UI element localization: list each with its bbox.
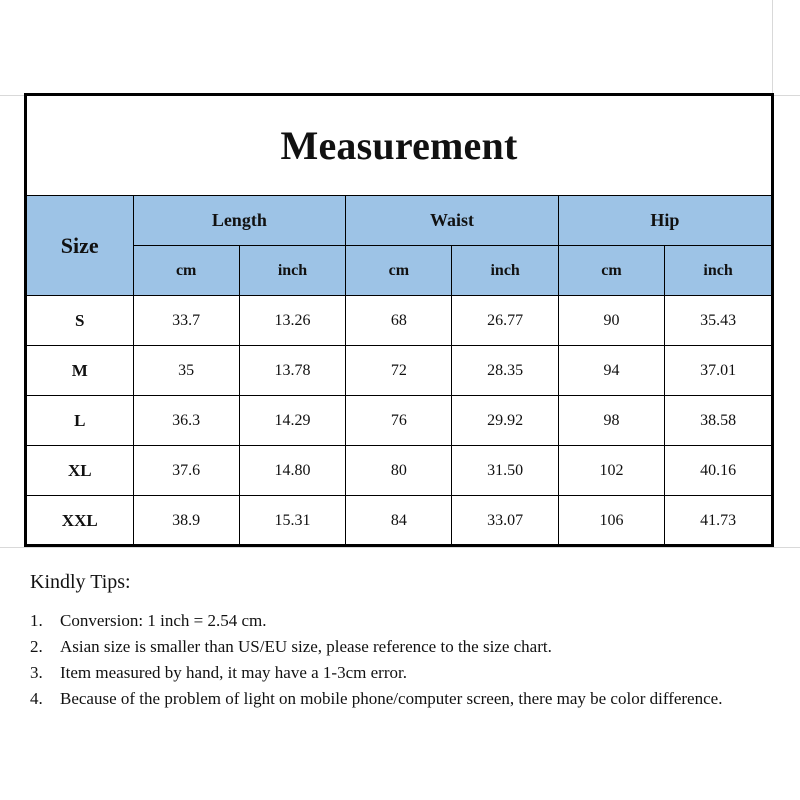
unit-header: cm [346, 246, 452, 296]
size-label: L [27, 396, 133, 446]
unit-header: inch [665, 246, 771, 296]
tips-section [30, 571, 750, 712]
table-cell: 31.50 [452, 446, 558, 496]
table-cell: 98 [558, 396, 664, 446]
table-cell: 38.58 [665, 396, 771, 446]
table-cell: 28.35 [452, 346, 558, 396]
tip-number: 4. [30, 689, 43, 708]
header-row-groups [27, 196, 771, 246]
size-label: XL [27, 446, 133, 496]
table-row [27, 396, 771, 446]
table-cell: 72 [346, 346, 452, 396]
table-row [27, 296, 771, 346]
table-cell: 33.07 [452, 496, 558, 546]
table-cell: 38.9 [133, 496, 239, 546]
chart-title: Measurement [27, 96, 771, 196]
table-cell: 14.80 [239, 446, 345, 496]
table-cell: 68 [346, 296, 452, 346]
table-cell: 29.92 [452, 396, 558, 446]
guide-line-bottom [0, 547, 800, 548]
table-cell: 41.73 [665, 496, 771, 546]
tip-text: Item measured by hand, it may have a 1-3cm error. [60, 663, 407, 682]
table-row [27, 446, 771, 496]
tip-text: Because of the problem of light on mobile phone/computer screen, there may be color difference. [60, 689, 723, 708]
table-cell: 13.78 [239, 346, 345, 396]
table-cell: 26.77 [452, 296, 558, 346]
list-item [30, 608, 750, 634]
table-cell: 106 [558, 496, 664, 546]
size-label: M [27, 346, 133, 396]
measurement-chart [24, 93, 774, 547]
list-item [30, 660, 750, 686]
tip-number: 3. [30, 663, 43, 682]
table-cell: 36.3 [133, 396, 239, 446]
header-row-units [27, 246, 771, 296]
size-header: Size [27, 196, 133, 296]
size-label: S [27, 296, 133, 346]
group-header-waist: Waist [346, 196, 559, 246]
table-cell: 102 [558, 446, 664, 496]
table-cell: 14.29 [239, 396, 345, 446]
table-row [27, 496, 771, 546]
table-cell: 37.6 [133, 446, 239, 496]
table-cell: 13.26 [239, 296, 345, 346]
table-cell: 40.16 [665, 446, 771, 496]
tip-number: 1. [30, 611, 43, 630]
size-label: XXL [27, 496, 133, 546]
table-cell: 15.31 [239, 496, 345, 546]
tip-text: Conversion: 1 inch = 2.54 cm. [60, 611, 267, 630]
list-item [30, 686, 750, 712]
unit-header: inch [239, 246, 345, 296]
tip-text: Asian size is smaller than US/EU size, please reference to the size chart. [60, 637, 552, 656]
group-header-hip: Hip [558, 196, 771, 246]
unit-header: inch [452, 246, 558, 296]
unit-header: cm [558, 246, 664, 296]
tip-number: 2. [30, 637, 43, 656]
table-cell: 84 [346, 496, 452, 546]
group-header-length: Length [133, 196, 346, 246]
size-table [27, 196, 771, 545]
table-cell: 35.43 [665, 296, 771, 346]
table-cell: 33.7 [133, 296, 239, 346]
unit-header: cm [133, 246, 239, 296]
table-row [27, 346, 771, 396]
tips-list [30, 608, 750, 712]
table-cell: 80 [346, 446, 452, 496]
list-item [30, 634, 750, 660]
table-cell: 35 [133, 346, 239, 396]
table-cell: 76 [346, 396, 452, 446]
table-cell: 90 [558, 296, 664, 346]
tips-title: Kindly Tips: [30, 571, 131, 593]
table-cell: 94 [558, 346, 664, 396]
table-cell: 37.01 [665, 346, 771, 396]
